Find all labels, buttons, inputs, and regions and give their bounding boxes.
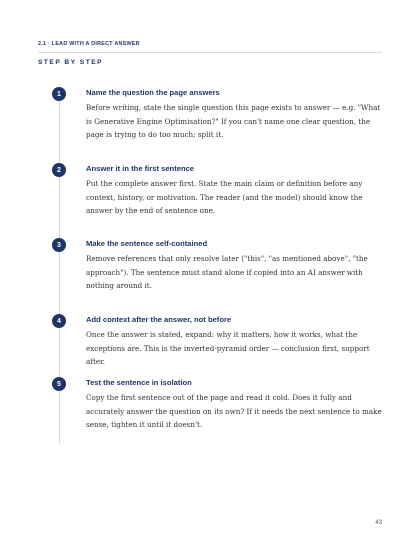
step-number-badge: 1 <box>52 87 66 101</box>
header-divider <box>38 52 382 53</box>
running-head: 2.1 · LEAD WITH A DIRECT ANSWER <box>38 41 140 47</box>
step-body: Put the complete answer first. State the main claim or definition before any context, history, or motivation. The reader (and the model) should know the answer by the end of sentence one. <box>86 179 363 216</box>
step-title: Add context after the answer, not before <box>86 315 232 324</box>
step-title: Make the sentence self-contained <box>86 239 208 248</box>
step-title: Answer it in the first sentence <box>86 164 195 173</box>
step-title: Name the question the page answers <box>86 88 220 97</box>
step-number-badge: 4 <box>52 314 66 328</box>
step-number-badge: 3 <box>52 238 66 252</box>
step-title: Test the sentence in isolation <box>86 378 192 387</box>
step-body: Once the answer is stated, expand: why it matters, how it works, what the exceptions are. This is the inverted-pyramid order — conclusion first, support after. <box>86 330 370 367</box>
step-number-badge: 2 <box>52 163 66 177</box>
step-body: Remove references that only resolve later ("this", "as mentioned above", "the approach"). The sentence must stand alone if copied into an AI answer with nothing around it. <box>86 254 368 291</box>
step-body: Copy the first sentence out of the page and read it cold. Does it fully and accurately answer the question on its own? If it needs the next sentence to make sense, tighten it until it doesn't. <box>86 393 382 430</box>
section-label: STEP BY STEP <box>38 59 104 66</box>
timeline-line <box>59 94 60 444</box>
step-body: Before writing, state the single question this page exists to answer — e.g. "What is Generative Engine Optimisation?" If you can't name one clear question, the page is trying to do too much; split it. <box>86 103 381 140</box>
step-number-badge: 5 <box>52 377 66 391</box>
page-number: 43 <box>375 520 382 526</box>
